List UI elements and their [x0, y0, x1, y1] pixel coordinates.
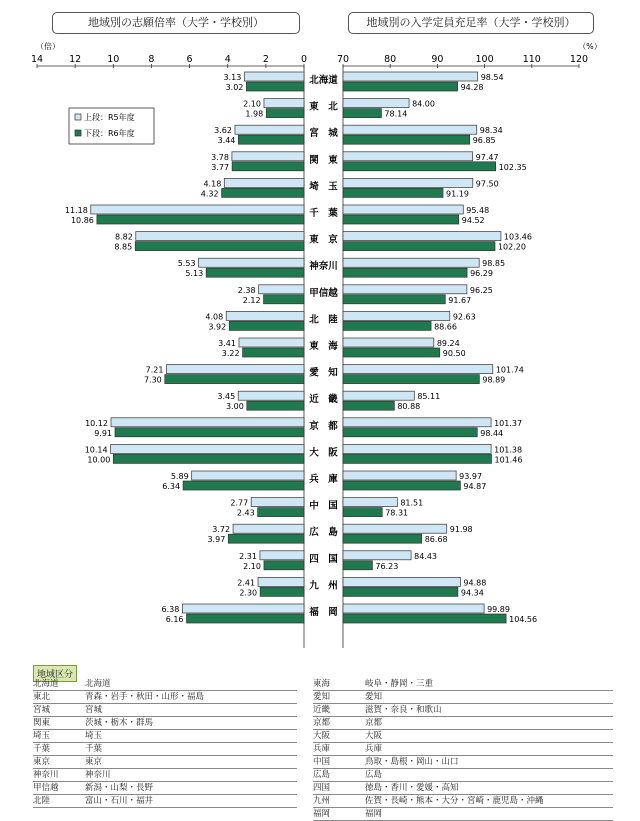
right-label-r5: 98.54	[480, 73, 504, 82]
right-label-r6: 86.68	[424, 535, 448, 545]
right-label-r5: 96.25	[469, 285, 493, 295]
left-bar-r5	[233, 524, 304, 533]
category-label: 埼 玉	[309, 181, 338, 193]
region-table-left	[33, 678, 297, 808]
region-name: 千葉	[33, 744, 51, 754]
right-axis-tick: 70	[336, 54, 350, 65]
region-name: 神奈川	[33, 770, 59, 780]
right-bar-r6	[343, 242, 495, 251]
region-row	[313, 691, 613, 704]
right-label-r6: 102.35	[498, 162, 527, 172]
right-label-r6: 78.14	[384, 109, 408, 119]
left-bar-r6	[264, 295, 304, 304]
left-label-r5: 3.45	[217, 392, 236, 402]
right-label-r6: 76.23	[375, 561, 399, 571]
left-axis-tick: 12	[69, 54, 82, 65]
right-bar-r5	[343, 338, 434, 347]
category-label: 京 都	[309, 420, 338, 432]
category-label: 中 国	[309, 500, 338, 512]
category-label: 広 島	[309, 527, 338, 539]
category-label: 千 葉	[309, 208, 338, 219]
region-name: 広島	[313, 770, 331, 780]
region-prefectures: 広島	[365, 770, 383, 780]
right-label-r6: 98.44	[480, 428, 504, 438]
left-bar-r5	[182, 604, 304, 613]
left-label-r6: 7.30	[143, 375, 162, 385]
left-bar-r6	[115, 428, 304, 437]
left-label-r6: 6.34	[162, 482, 181, 491]
left-label-r6: 3.02	[225, 83, 244, 92]
right-label-r6: 88.66	[434, 322, 457, 332]
left-label-r5: 3.62	[214, 126, 232, 136]
right-bar-r6	[343, 321, 431, 330]
category-label: 北 陸	[309, 314, 338, 326]
category-label: 北海道	[309, 75, 338, 86]
right-bar-r6	[343, 109, 381, 118]
right-label-r5: 98.85	[482, 259, 506, 269]
left-label-r6: 3.22	[221, 349, 240, 358]
left-chart-title: 地域別の志願倍率（大学・学校別）	[52, 12, 300, 34]
left-label-r5: 2.41	[237, 578, 256, 588]
left-bar-r6	[113, 454, 304, 463]
left-bar-r6	[258, 508, 304, 517]
region-prefectures: 愛知	[365, 692, 383, 702]
region-name: 北陸	[33, 796, 51, 806]
legend-r5-label: 上段：R5年度	[84, 113, 135, 122]
right-label-r5: 91.98	[449, 525, 473, 535]
left-label-r5: 7.21	[145, 365, 164, 375]
right-bar-r5	[343, 444, 491, 453]
left-unit-label: （倍）	[36, 42, 60, 51]
left-label-r5: 10.14	[84, 445, 108, 455]
region-prefectures: 大阪	[365, 731, 383, 741]
region-name: 東北	[33, 692, 51, 702]
region-name: 東京	[33, 757, 51, 767]
left-bar-r5	[166, 365, 304, 374]
category-label: 東 北	[309, 101, 338, 113]
right-bar-r5	[343, 152, 473, 161]
left-bar-r6	[266, 109, 304, 118]
category-label: 神奈川	[309, 261, 338, 273]
right-label-r5: 81.51	[400, 498, 424, 508]
region-name: 宮城	[33, 705, 51, 715]
left-bar-r5	[259, 285, 304, 294]
left-label-r6: 3.97	[207, 535, 226, 545]
region-prefectures: 北海道	[85, 679, 111, 689]
right-bar-r5	[343, 125, 477, 134]
right-bar-r5	[343, 471, 456, 480]
left-bar-r6	[165, 375, 304, 384]
right-label-r5: 84.00	[412, 99, 435, 109]
region-row	[33, 782, 297, 795]
left-label-r5: 10.12	[85, 418, 108, 428]
category-label: 東 京	[309, 234, 338, 246]
right-label-r6: 80.88	[397, 402, 421, 412]
left-label-r5: 8.82	[114, 232, 133, 242]
left-bar-r5	[264, 99, 304, 108]
left-label-r5: 5.89	[170, 472, 189, 481]
right-bar-r5	[343, 258, 479, 267]
left-bar-r6	[222, 188, 304, 197]
right-bar-r5	[343, 285, 467, 294]
left-bar-r5	[91, 205, 304, 214]
left-axis-tick: 14	[30, 54, 44, 65]
left-bar-r6	[243, 348, 304, 357]
region-table-right	[313, 678, 613, 821]
right-label-r5: 95.48	[466, 206, 490, 215]
right-bar-r6	[343, 82, 458, 91]
right-bar-r5	[343, 365, 493, 374]
right-label-r5: 92.63	[452, 312, 476, 322]
right-chart-title: 地域別の入学定員充足率（大学・学校別）	[348, 12, 594, 34]
category-label: 兵 庫	[309, 474, 338, 485]
left-bar-r5	[251, 498, 304, 507]
region-row	[33, 795, 297, 808]
left-bar-r5	[232, 152, 304, 161]
right-label-r5: 84.43	[414, 551, 438, 561]
region-row	[313, 730, 613, 743]
region-prefectures: 富山・石川・福井	[85, 796, 154, 806]
left-bar-r5	[244, 72, 304, 81]
left-bar-r6	[187, 614, 304, 623]
left-label-r6: 2.30	[239, 588, 258, 598]
left-label-r6: 3.77	[211, 162, 230, 172]
region-prefectures: 徳島・香川・愛媛・高知	[365, 783, 459, 793]
right-bar-r6	[343, 268, 467, 277]
left-bar-r6	[232, 162, 304, 171]
left-bar-r5	[111, 444, 304, 453]
right-bar-r6	[343, 454, 491, 463]
left-label-r6: 9.91	[94, 428, 113, 438]
right-label-r6: 91.19	[446, 189, 469, 199]
right-label-r6: 90.50	[442, 349, 466, 358]
left-label-r6: 4.32	[200, 189, 219, 199]
region-prefectures: 青森・岩手・秋田・山形・福島	[85, 692, 205, 702]
right-axis-tick: 100	[475, 54, 494, 65]
left-label-r5: 3.78	[211, 152, 229, 162]
right-label-r6: 94.34	[460, 588, 484, 598]
left-label-r5: 2.77	[230, 498, 249, 508]
right-label-r5: 94.88	[463, 578, 487, 588]
right-label-r5: 97.47	[475, 152, 499, 162]
right-label-r5: 101.74	[495, 365, 524, 375]
region-row	[33, 756, 297, 769]
left-axis-tick: 6	[186, 54, 193, 65]
region-prefectures: 岐阜・静岡・三重	[365, 679, 434, 689]
left-bar-r6	[228, 534, 304, 543]
category-label: 甲信越	[309, 287, 338, 299]
right-bar-r5	[343, 178, 473, 187]
left-label-r6: 1.98	[245, 109, 264, 119]
right-bar-r6	[343, 508, 382, 517]
region-prefectures: 埼玉	[85, 731, 103, 741]
left-label-r6: 2.10	[243, 561, 261, 571]
right-bar-r5	[343, 391, 414, 400]
right-bar-r5	[343, 418, 491, 427]
left-label-r5: 3.41	[218, 339, 236, 348]
left-axis-tick: 4	[224, 54, 231, 65]
region-name: 京都	[313, 718, 331, 728]
right-bar-r5	[343, 232, 501, 241]
right-bar-r5	[343, 205, 463, 214]
left-bar-r5	[192, 471, 304, 480]
region-row	[33, 678, 297, 691]
left-bar-r5	[136, 232, 304, 241]
category-label: 大 阪	[309, 447, 338, 459]
right-bar-r5	[343, 72, 478, 81]
right-label-r6: 96.29	[470, 269, 493, 279]
left-label-r5: 2.38	[237, 285, 256, 295]
left-bar-r6	[238, 135, 304, 144]
region-prefectures: 千葉	[85, 744, 103, 754]
left-label-r6: 2.12	[242, 295, 261, 305]
left-bar-r5	[238, 391, 304, 400]
right-bar-r6	[343, 561, 372, 570]
left-label-r6: 6.16	[165, 615, 184, 624]
right-axis-tick: 90	[431, 54, 444, 65]
right-bar-r5	[343, 99, 409, 108]
right-label-r6: 102.20	[497, 242, 526, 252]
category-label: 福 岡	[309, 607, 338, 618]
right-label-r6: 94.52	[461, 216, 485, 225]
right-bar-r5	[343, 577, 460, 586]
left-bar-r6	[247, 401, 304, 410]
right-bar-r6	[343, 188, 443, 197]
right-bar-r6	[343, 162, 496, 171]
region-name: 愛知	[313, 692, 331, 702]
left-label-r5: 11.18	[64, 206, 88, 215]
category-label: 近 畿	[309, 394, 338, 406]
left-bar-r5	[258, 577, 304, 586]
region-row	[33, 704, 297, 717]
region-name: 中国	[313, 757, 331, 767]
left-bar-r5	[235, 125, 304, 134]
right-label-r5: 103.46	[503, 232, 532, 242]
right-label-r5: 101.38	[494, 445, 523, 455]
legend-r5-swatch	[75, 114, 81, 120]
region-prefectures: 東京	[85, 757, 103, 767]
right-bar-r6	[343, 295, 445, 304]
left-label-r6: 3.44	[217, 136, 236, 146]
right-label-r6: 98.89	[482, 375, 506, 385]
left-label-r5: 5.53	[177, 259, 196, 269]
left-bar-r6	[183, 481, 304, 490]
region-row	[313, 795, 613, 808]
right-label-r5: 89.24	[436, 339, 460, 348]
left-bar-r5	[111, 418, 304, 427]
region-prefectures: 新潟・山梨・長野	[85, 783, 154, 793]
region-row	[313, 756, 613, 769]
region-row	[33, 730, 297, 743]
region-prefectures: 鳥取・島根・岡山・山口	[365, 757, 459, 767]
left-bar-r6	[264, 561, 304, 570]
region-row	[33, 717, 297, 730]
region-row	[33, 769, 297, 782]
region-name: 四国	[313, 783, 331, 793]
left-axis-tick: 0	[300, 54, 308, 65]
left-axis-tick: 10	[107, 54, 120, 65]
region-name: 近畿	[313, 705, 331, 715]
legend-r6-swatch	[75, 130, 81, 136]
right-label-r6: 94.28	[460, 83, 484, 92]
left-label-r5: 3.13	[223, 73, 242, 82]
right-bar-r6	[343, 135, 470, 144]
region-row	[313, 678, 613, 691]
region-prefectures: 京都	[365, 718, 383, 728]
legend-r6-label: 下段：R6年度	[84, 129, 135, 138]
right-axis-tick: 120	[569, 54, 589, 65]
left-bar-r5	[224, 178, 304, 187]
category-label: 関 東	[309, 154, 338, 166]
region-row	[33, 691, 297, 704]
right-bar-r5	[343, 498, 397, 507]
region-prefectures: 宮城	[85, 705, 103, 715]
right-label-r6: 78.31	[385, 508, 409, 518]
right-bar-r5	[343, 604, 484, 613]
region-name: 福岡	[313, 809, 331, 819]
left-label-r5: 2.31	[239, 551, 257, 561]
left-bar-r6	[97, 215, 304, 224]
right-label-r5: 99.89	[487, 605, 510, 614]
region-name: 九州	[313, 796, 331, 806]
left-label-r5: 3.72	[212, 525, 231, 535]
right-label-r5: 93.97	[459, 472, 483, 481]
left-label-r6: 5.13	[185, 269, 204, 279]
right-bar-r5	[343, 551, 411, 560]
left-bar-r6	[229, 321, 304, 330]
left-bar-r6	[135, 242, 304, 251]
right-label-r5: 98.34	[479, 126, 503, 136]
left-bar-r5	[239, 338, 304, 347]
right-bar-r6	[343, 534, 422, 543]
right-bar-r5	[343, 311, 450, 320]
left-bar-r6	[260, 587, 304, 596]
region-name: 東海	[313, 679, 331, 689]
left-label-r6: 2.43	[236, 508, 255, 518]
category-label: 宮 城	[309, 128, 338, 140]
left-label-r6: 10.86	[70, 216, 94, 225]
right-bar-r6	[343, 481, 460, 490]
right-bar-r6	[343, 428, 477, 437]
right-label-r6: 96.85	[472, 136, 496, 146]
category-label: 東 海	[309, 341, 338, 352]
region-row	[313, 717, 613, 730]
region-name: 北海道	[33, 679, 59, 689]
left-label-r6: 10.00	[87, 455, 111, 465]
region-name: 大阪	[313, 731, 331, 741]
region-prefectures: 茨城・栃木・群馬	[85, 718, 154, 728]
region-prefectures: 福岡	[365, 809, 383, 819]
left-label-r5: 6.38	[161, 605, 180, 614]
right-bar-r6	[343, 215, 459, 224]
region-name: 兵庫	[313, 744, 331, 754]
region-row	[313, 743, 613, 756]
region-prefectures: 佐賀・長崎・熊本・大分・宮崎・鹿児島・沖縄	[365, 796, 544, 806]
right-label-r5: 101.37	[494, 418, 523, 428]
left-bar-r5	[260, 551, 304, 560]
right-unit-label: （%）	[578, 42, 602, 51]
left-bar-r5	[226, 311, 304, 320]
right-label-r6: 94.87	[463, 482, 487, 491]
right-bar-r6	[343, 614, 506, 623]
region-prefectures: 兵庫	[365, 744, 383, 754]
right-axis-tick: 110	[522, 54, 541, 65]
region-name: 甲信越	[33, 783, 59, 793]
left-bar-r6	[206, 268, 304, 277]
left-label-r6: 3.00	[225, 402, 244, 412]
left-axis-tick: 2	[262, 54, 269, 65]
region-name: 関東	[33, 718, 51, 728]
region-prefectures: 滋賀・奈良・和歌山	[365, 705, 442, 715]
category-label: 愛 知	[309, 367, 338, 379]
right-bar-r6	[343, 375, 479, 384]
left-label-r5: 4.08	[205, 312, 224, 322]
category-label: 九 州	[309, 580, 338, 592]
right-bar-r6	[343, 348, 440, 357]
region-prefectures: 神奈川	[85, 770, 111, 780]
right-label-r6: 104.56	[509, 615, 538, 624]
right-label-r5: 85.11	[417, 392, 441, 402]
region-row	[313, 808, 613, 821]
right-label-r6: 91.67	[448, 295, 472, 305]
region-row	[313, 704, 613, 717]
left-label-r6: 3.92	[208, 322, 227, 332]
region-name: 埼玉	[33, 731, 51, 741]
left-bar-r5	[199, 258, 304, 267]
left-bar-r6	[246, 82, 304, 91]
right-bar-r6	[343, 401, 394, 410]
left-label-r5: 4.18	[203, 179, 222, 189]
region-row	[313, 782, 613, 795]
right-axis-tick: 80	[384, 54, 397, 65]
category-label: 四 国	[309, 553, 338, 565]
region-row	[313, 769, 613, 782]
right-label-r5: 97.50	[475, 179, 499, 189]
right-label-r6: 101.46	[494, 455, 523, 465]
right-bar-r5	[343, 524, 447, 533]
left-axis-tick: 8	[148, 54, 155, 65]
left-label-r5: 2.10	[243, 99, 261, 109]
right-bar-r6	[343, 587, 458, 596]
region-division-header: 地域区分	[33, 665, 77, 682]
region-row	[33, 743, 297, 756]
left-label-r6: 8.85	[114, 242, 133, 252]
